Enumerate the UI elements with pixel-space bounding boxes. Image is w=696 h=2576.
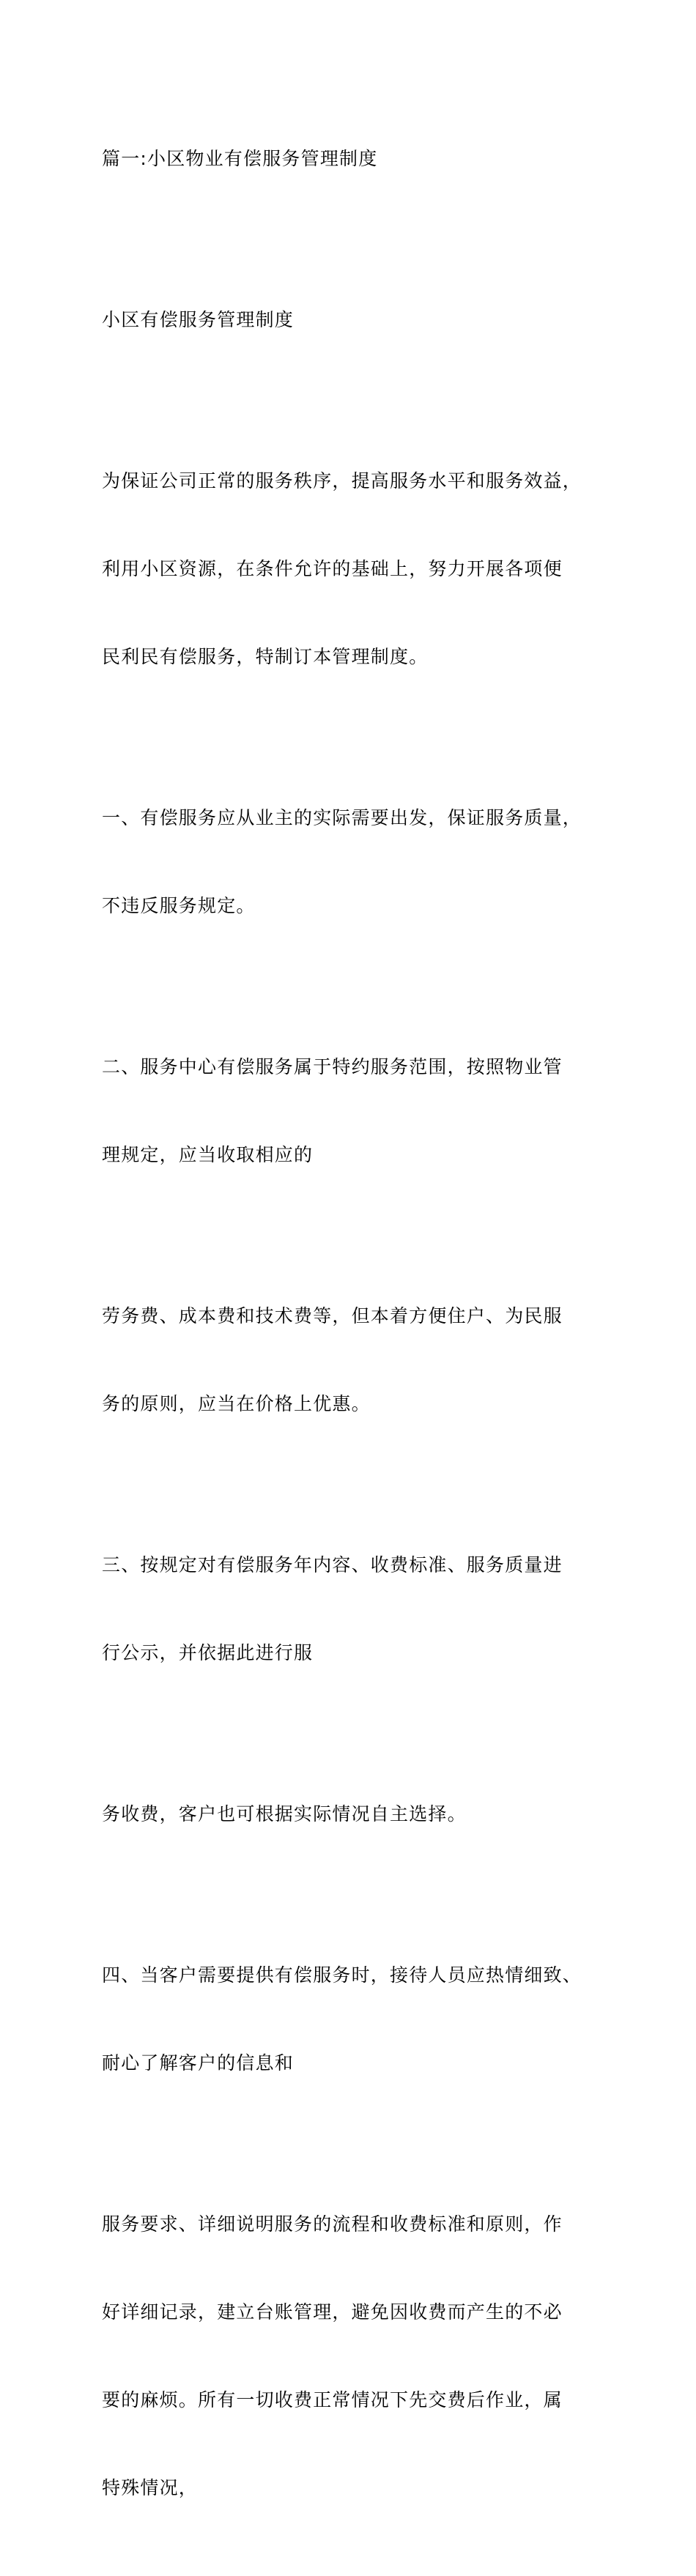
text-line: 行公示，并依据此进行服 (102, 1642, 314, 1663)
section-title (102, 86, 600, 232)
text-line: 小区有偿服务管理制度 (102, 309, 295, 330)
intro-paragraph (102, 408, 600, 730)
text-line: 好详细记录，建立台账管理，避免因收费而产生的不必 (102, 2301, 563, 2323)
text-line: 务收费，客户也可根据实际情况自主选择。 (102, 1803, 467, 1825)
clause-3-continued (102, 1741, 600, 1888)
text-line: 要的麻烦。所有一切收费正常情况下先交费后作业，属 (102, 2389, 563, 2410)
text-line: 篇一:小区物业有偿服务管理制度 (102, 148, 378, 169)
text-line: 务的原则，应当在价格上优惠。 (102, 1393, 371, 1414)
text-line: 四、当客户需要提供有偿服务时，接待人员应热情细致、 (102, 1964, 582, 1986)
text-line: 二、服务中心有偿服务属于特约服务范围，按照物业管 (102, 1056, 563, 1077)
clause-4-continued (102, 2151, 600, 2561)
text-line: 理规定，应当收取相应的 (102, 1144, 314, 1165)
document-body (102, 86, 600, 2576)
text-line: 不违反服务规定。 (102, 895, 256, 916)
text-line: 特殊情况， (102, 2477, 199, 2498)
text-line: 民利民有偿服务，特制订本管理制度。 (102, 646, 429, 667)
clause-2 (102, 994, 600, 1228)
text-line: 劳务费、成本费和技术费等，但本着方便住户、为民服 (102, 1305, 563, 1326)
text-line: 服务要求、详细说明服务的流程和收费标准和原则，作 (102, 2213, 563, 2235)
clause-3 (102, 1492, 600, 1726)
text-line: 为保证公司正常的服务秩序，提高服务水平和服务效益， (102, 470, 582, 491)
clause-2-continued (102, 1243, 600, 1477)
text-line: 三、按规定对有偿服务年内容、收费标准、服务质量进 (102, 1554, 563, 1575)
document-heading (102, 247, 600, 393)
text-line: 利用小区资源，在条件允许的基础上，努力开展各项便 (102, 558, 563, 579)
clause-1 (102, 745, 600, 979)
clause-4 (102, 1902, 600, 2137)
text-line: 一、有偿服务应从业主的实际需要出发，保证服务质量， (102, 807, 582, 828)
text-line: 耐心了解客户的信息和 (102, 2052, 295, 2074)
